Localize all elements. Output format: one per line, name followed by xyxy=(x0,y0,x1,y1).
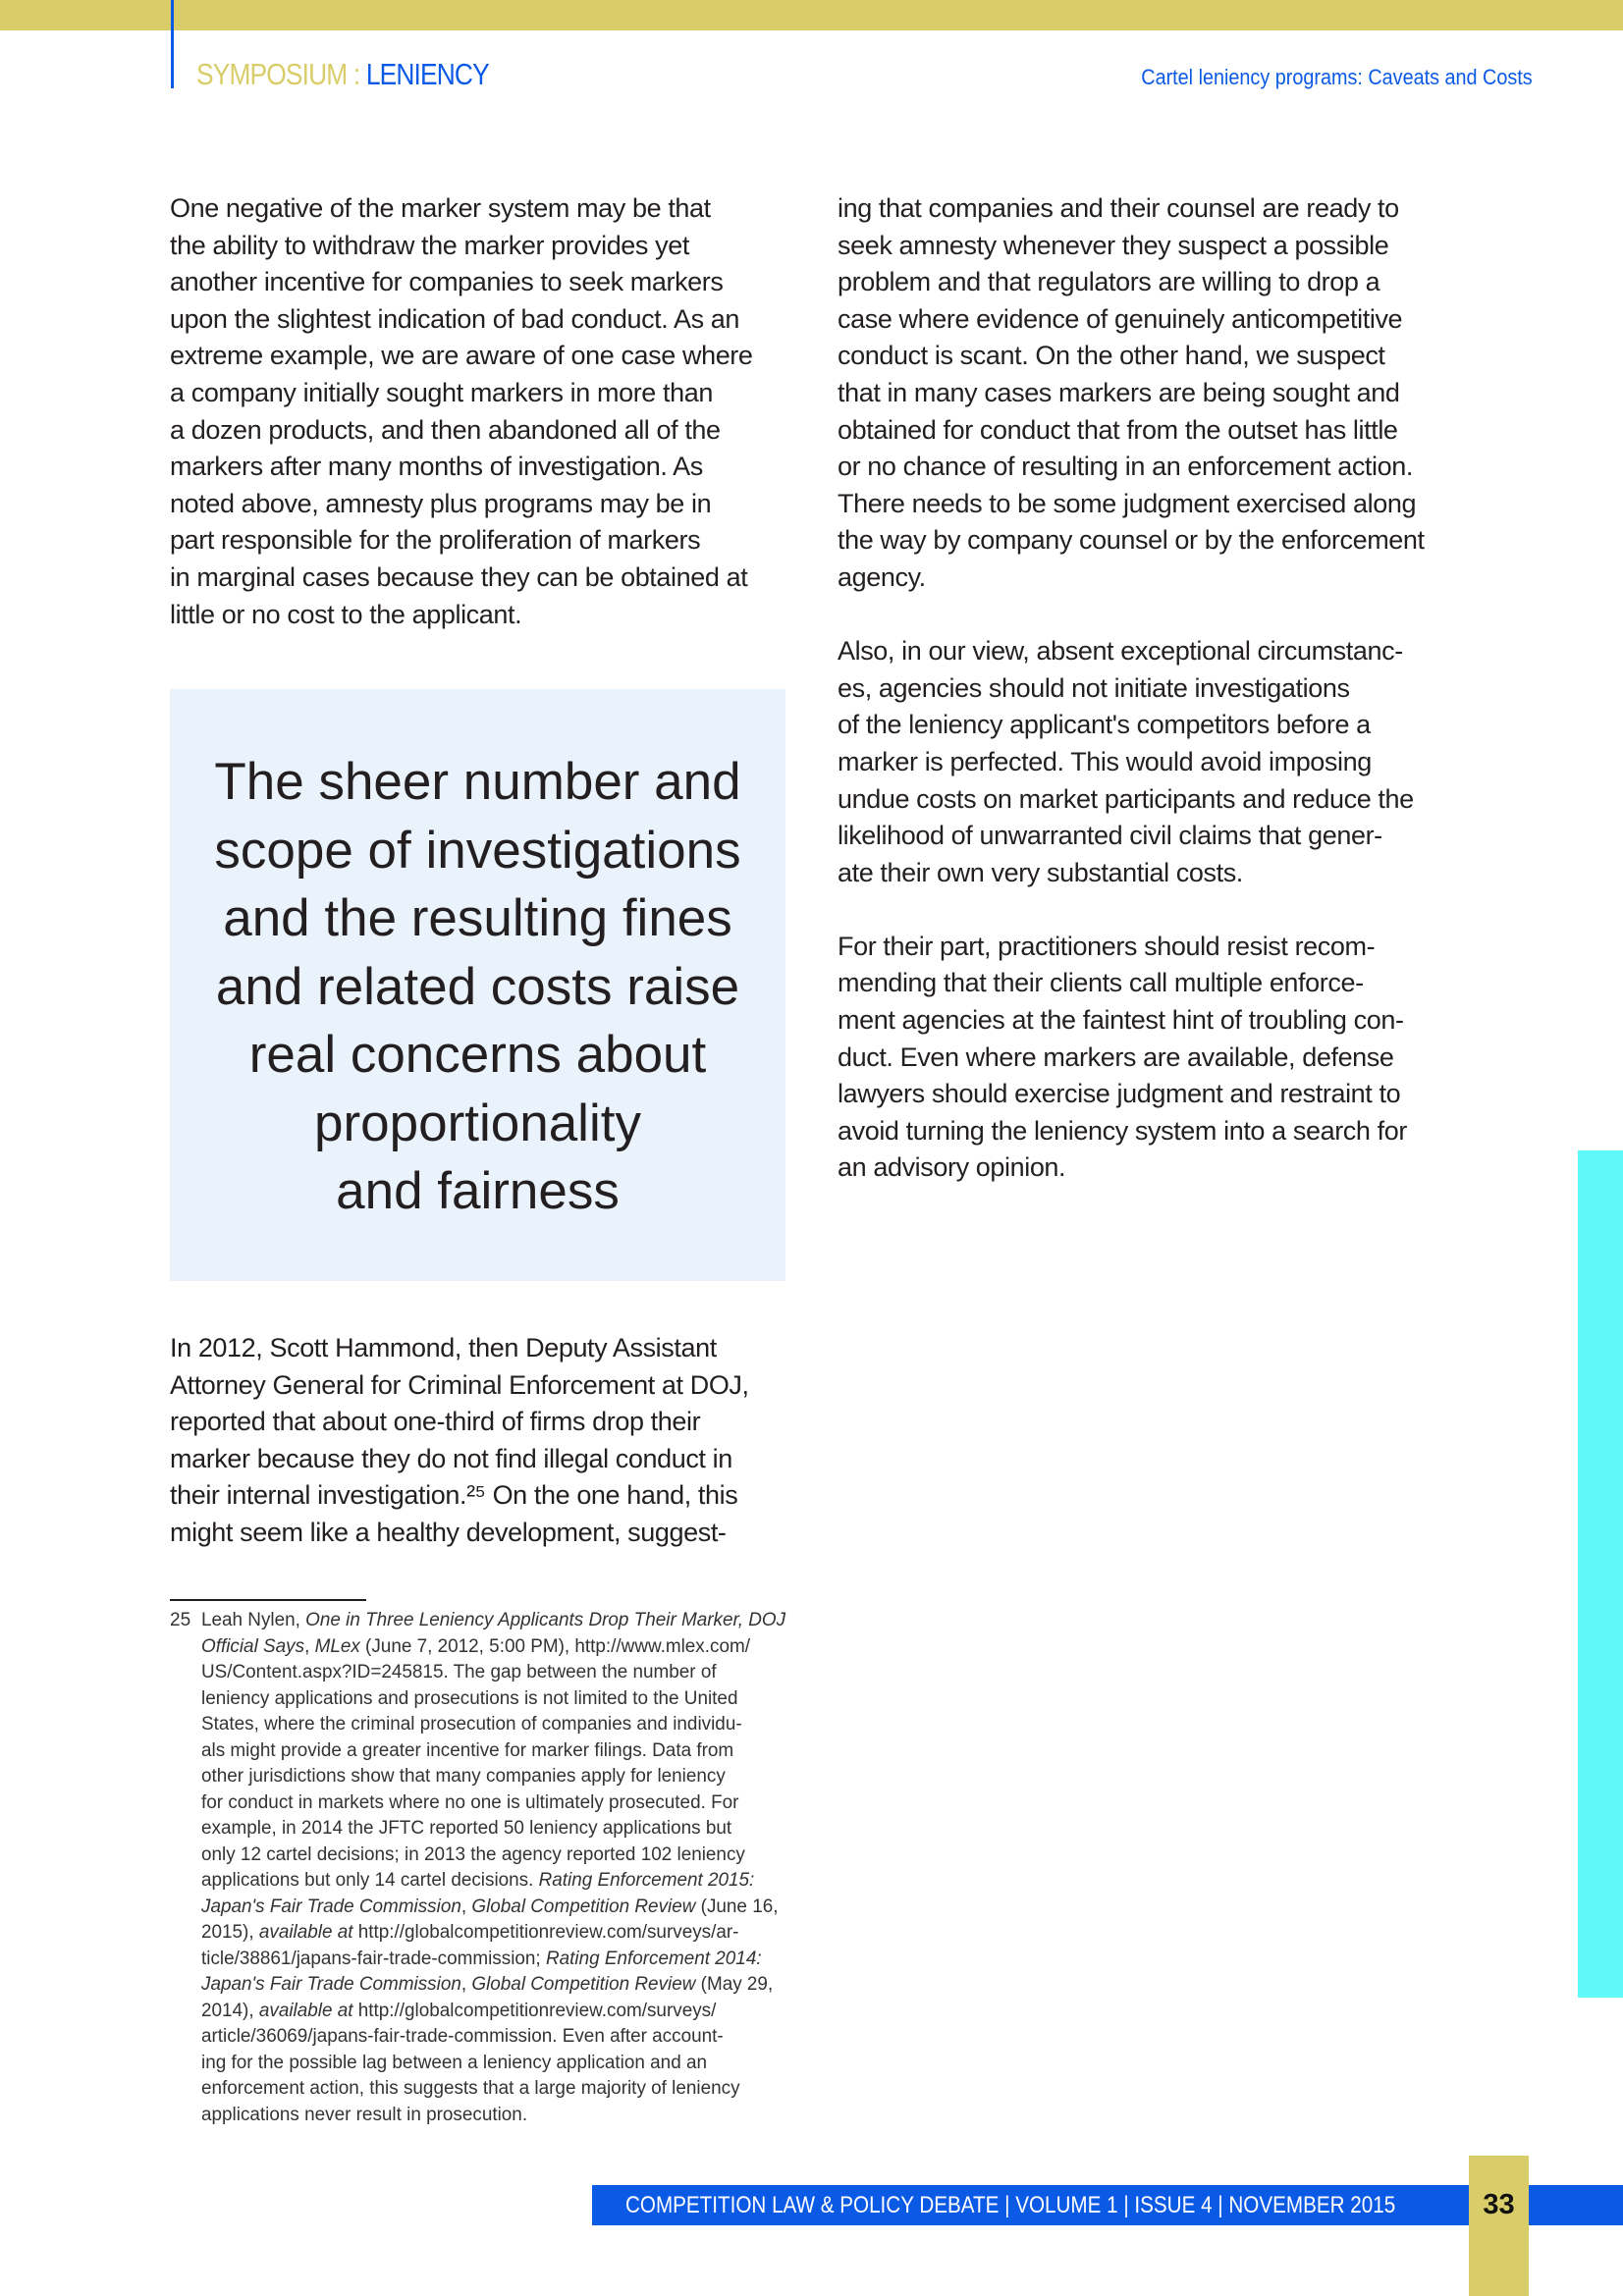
footnote-segment: (June 16, xyxy=(695,1896,779,1917)
footnote-line xyxy=(201,1790,785,1817)
footnote-segment: (May 29, xyxy=(695,1974,774,1995)
footnote-line xyxy=(201,1920,785,1947)
text-line: Attorney General for Criminal Enforcement at DOJ, xyxy=(170,1369,749,1400)
text-line: For their part, practitioners should resist recom- xyxy=(838,931,1376,961)
text-line: obtained for conduct that from the outset has little xyxy=(838,414,1398,445)
footnote-italic-segment: Global Competition Review xyxy=(471,1974,696,1995)
text-line: the way by company counsel or by the enforcement xyxy=(838,525,1425,556)
right-column-text xyxy=(838,190,1425,1224)
text-line: in marginal cases because they can be obtained at xyxy=(170,561,748,592)
text-line: that in many cases markers are being sought and xyxy=(838,377,1400,407)
left-column-text-continued xyxy=(170,1330,749,1588)
footnote-italic-segment: Official Says xyxy=(201,1635,305,1657)
footnote-segment: other jurisdictions show that many companies apply for leniency xyxy=(201,1766,726,1787)
footnote-italic-segment: Japan's Fair Trade Commission xyxy=(201,1974,461,1995)
quote-line: and the resulting fines xyxy=(223,889,732,947)
text-line: seek amnesty whenever they suspect a possible xyxy=(838,230,1389,260)
footnote-segment: enforcement action, this suggests that a large majority of leniency xyxy=(201,2078,740,2099)
footnote-line xyxy=(201,1895,785,1921)
text-line: extreme example, we are aware of one case where xyxy=(170,341,753,371)
pull-quote-box xyxy=(170,689,785,1281)
quote-line: real concerns about xyxy=(248,1026,707,1084)
paragraph xyxy=(838,633,1425,891)
text-line: case where evidence of genuinely anticompetitive xyxy=(838,303,1403,334)
footnote-italic-segment: MLex xyxy=(314,1635,360,1657)
footnote-segment: ing for the possible lag between a leniency application and an xyxy=(201,2052,707,2073)
paragraph xyxy=(838,929,1425,1187)
footnote-line xyxy=(201,1999,785,2025)
text-line: a dozen products, and then abandoned all of the xyxy=(170,414,721,445)
text-line: avoid turning the leniency system into a search for xyxy=(838,1115,1407,1146)
page-number-box xyxy=(1469,2156,1529,2296)
text-line: undue costs on market participants and reduce the xyxy=(838,783,1414,814)
footnote-rule xyxy=(170,1599,366,1601)
footnote-segment: , xyxy=(460,1974,472,1995)
text-line: marker because they do not find illegal conduct in xyxy=(170,1443,732,1473)
footnote-line xyxy=(201,1764,785,1790)
footnote-segment: ticle/38861/japans-fair-trade-commission; xyxy=(201,1948,546,1969)
text-line: conduct is scant. On the other hand, we suspect xyxy=(838,341,1385,371)
footnote-segment: Leah Nylen, xyxy=(201,1610,306,1630)
pull-quote-text xyxy=(170,748,785,1226)
section-label-symposium: SYMPOSIUM : xyxy=(196,57,360,91)
footnote xyxy=(170,1608,788,2128)
quote-line: scope of investigations xyxy=(214,821,741,880)
footnote-line xyxy=(201,1634,785,1661)
text-line: little or no cost to the applicant. xyxy=(170,599,522,629)
text-line: duct. Even where markers are available, defense xyxy=(838,1041,1394,1072)
text-line: ing that companies and their counsel are ready to xyxy=(838,193,1399,223)
quote-line: and related costs raise xyxy=(215,957,740,1016)
text-line: reported that about one-third of firms drop their xyxy=(170,1407,701,1437)
footnote-italic-segment: Rating Enforcement 2014: xyxy=(545,1948,762,1969)
text-line: ment agencies at the faintest hint of troubling con- xyxy=(838,1005,1404,1036)
paragraph xyxy=(170,190,753,633)
footnote-line xyxy=(201,1816,785,1842)
text-line: might seem like a healthy development, suggest- xyxy=(170,1517,727,1547)
text-line: part responsible for the proliferation of markers xyxy=(170,525,701,556)
text-line: their internal investigation.²⁵ On the one hand, this xyxy=(170,1480,738,1511)
footnote-line xyxy=(201,1842,785,1869)
footnote-segment: http://globalcompetitionreview.com/surveys/ xyxy=(352,2000,717,2021)
footnote-segment: article/36069/japans-fair-trade-commission. Even after account- xyxy=(201,2026,724,2047)
footnote-line xyxy=(201,1608,785,1634)
footnote-italic-segment: Global Competition Review xyxy=(471,1896,696,1917)
text-line: lawyers should exercise judgment and restraint to xyxy=(838,1079,1401,1109)
footnote-segment: for conduct in markets where no one is ultimately prosecuted. For xyxy=(201,1791,739,1813)
text-line: likelihood of unwarranted civil claims that gener- xyxy=(838,821,1382,851)
footnote-text xyxy=(201,1608,788,2128)
text-line: es, agencies should not initiate investigations xyxy=(838,672,1350,703)
footnote-line xyxy=(201,1868,785,1895)
footnote-line xyxy=(201,1972,785,1999)
footnote-italic-segment: Japan's Fair Trade Commission xyxy=(201,1896,461,1917)
footnote-line xyxy=(201,1712,785,1738)
footer-journal-line: COMPETITION LAW & POLICY DEBATE | VOLUME 1 | ISSUE 4 | NOVEMBER 2015 xyxy=(625,2192,1396,2218)
text-line: Also, in our view, absent exceptional circumstanc- xyxy=(838,636,1403,667)
footnote-italic-segment: available at xyxy=(258,1922,353,1943)
text-line: another incentive for companies to seek markers xyxy=(170,267,724,297)
footnote-line xyxy=(201,1686,785,1713)
text-line: ate their own very substantial costs. xyxy=(838,857,1243,887)
footnote-segment: example, in 2014 the JFTC reported 50 leniency applications but xyxy=(201,1818,732,1839)
text-line: noted above, amnesty plus programs may be in xyxy=(170,488,712,518)
running-title: Cartel leniency programs: Caveats and Costs xyxy=(1141,65,1533,89)
text-line: upon the slightest indication of bad conduct. As an xyxy=(170,303,740,334)
footnote-line xyxy=(201,2024,785,2051)
footnote-line xyxy=(201,1738,785,1765)
footnote-segment: only 12 cartel decisions; in 2013 the agency reported 102 leniency xyxy=(201,1843,745,1865)
text-line: of the leniency applicant's competitors before a xyxy=(838,710,1371,740)
text-line: problem and that regulators are willing to drop a xyxy=(838,267,1380,297)
footnote-segment: applications but only 14 cartel decisions. xyxy=(201,1870,539,1891)
text-line: marker is perfected. This would avoid imposing xyxy=(838,746,1372,776)
text-line: agency. xyxy=(838,561,926,592)
header-accent-line xyxy=(171,0,174,88)
paragraph xyxy=(838,190,1425,597)
footnote-segment: States, where the criminal prosecution of companies and individu- xyxy=(201,1714,742,1735)
paragraph xyxy=(170,1330,749,1552)
text-line: a company initially sought markers in more than xyxy=(170,377,713,407)
text-line: the ability to withdraw the marker provides yet xyxy=(170,230,689,260)
footnote-segment: 2014), xyxy=(201,2000,259,2021)
text-line: There needs to be some judgment exercised along xyxy=(838,488,1417,518)
top-color-bar xyxy=(0,0,1623,30)
footnote-segment: http://globalcompetitionreview.com/surveys/ar- xyxy=(352,1922,739,1943)
footnote-segment: , xyxy=(304,1635,315,1657)
footnote-line xyxy=(201,2103,785,2129)
quote-line: and fairness xyxy=(336,1162,620,1220)
footnote-segment: applications never result in prosecution. xyxy=(201,2104,528,2125)
footnote-line xyxy=(201,2076,785,2103)
text-line: One negative of the marker system may be that xyxy=(170,193,711,223)
text-line: markers after many months of investigation. As xyxy=(170,452,703,482)
footnote-segment: 2015), xyxy=(201,1922,259,1943)
footnote-italic-segment: Rating Enforcement 2015: xyxy=(538,1870,755,1891)
side-tab-marker xyxy=(1578,1150,1623,1998)
footnote-line xyxy=(201,1947,785,1973)
footnote-segment: , xyxy=(460,1896,472,1917)
footnote-italic-segment: available at xyxy=(258,2000,353,2021)
left-column-text xyxy=(170,190,753,670)
section-label xyxy=(196,57,489,92)
text-line: mending that their clients call multiple enforce- xyxy=(838,968,1364,998)
footnote-line xyxy=(201,2051,785,2077)
text-line: In 2012, Scott Hammond, then Deputy Assistant xyxy=(170,1333,717,1362)
footnote-italic-segment: One in Three Leniency Applicants Drop Their Marker, DOJ xyxy=(305,1610,786,1630)
quote-line: The sheer number and xyxy=(214,753,741,811)
footnote-segment: (June 7, 2012, 5:00 PM), http://www.mlex.com/ xyxy=(359,1635,750,1657)
section-label-leniency: LENIENCY xyxy=(365,57,489,91)
text-line: an advisory opinion. xyxy=(838,1152,1066,1183)
page-number: 33 xyxy=(1483,2189,1515,2220)
footnote-line xyxy=(201,1660,785,1686)
footnote-number: 25 xyxy=(170,1610,191,1630)
footnote-segment: US/Content.aspx?ID=245815. The gap between the number of xyxy=(201,1662,717,1682)
footnote-segment: als might provide a greater incentive for marker filings. Data from xyxy=(201,1739,734,1761)
quote-line: proportionality xyxy=(314,1094,641,1152)
text-line: or no chance of resulting in an enforcement action. xyxy=(838,452,1413,482)
footnote-segment: leniency applications and prosecutions is not limited to the United xyxy=(201,1687,738,1709)
